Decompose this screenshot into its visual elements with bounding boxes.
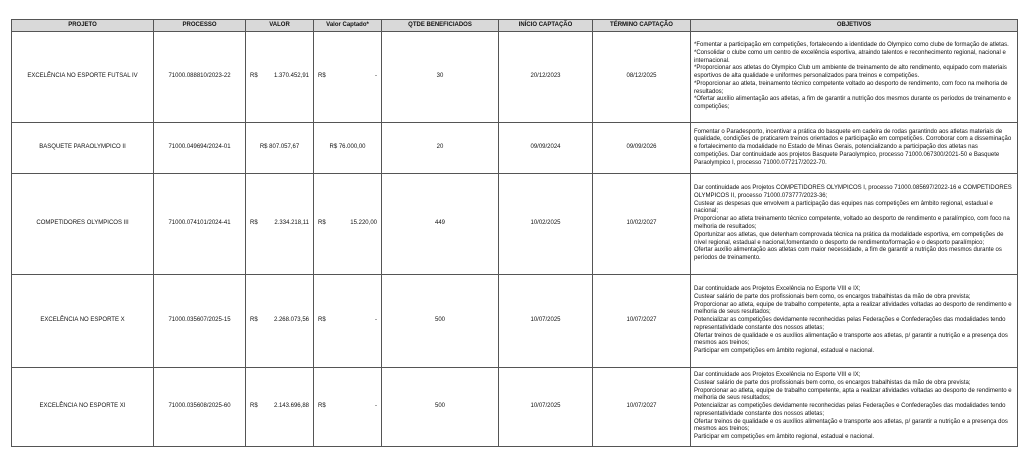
- objetivo-line: *Fomentar a participação em competições, fortalecendo a identidade do Olympico como clube de formação de atletas.: [694, 41, 1009, 48]
- captado-currency: R$: [318, 220, 326, 227]
- cell-termino: 10/07/2027: [593, 275, 691, 368]
- cell-termino: 10/07/2027: [593, 368, 691, 447]
- objetivo-line: *Proporcionar ao atleta, treinamento técnico competente voltado ao desporto de rendimento, com foco na melhoria de resultados;: [694, 80, 1008, 95]
- objetivo-line: *Ofertar auxílio alimentação aos atletas, a fim de garantir a nutrição dos mesmos durante os períodos de treinamento e competições;: [694, 96, 1011, 111]
- cell-objetivos: [691, 123, 1018, 174]
- table-row: [12, 32, 1018, 123]
- projects-table-container: [11, 19, 1017, 447]
- cell-objetivos: [691, 275, 1018, 368]
- cell-processo: 71000.035607/2025-15: [154, 275, 246, 368]
- table-row: [12, 368, 1018, 447]
- projects-table: [11, 19, 1018, 447]
- table-row: [12, 174, 1018, 275]
- table-header-row: [12, 20, 1018, 32]
- cell-projeto: COMPETIDORES OLYMPICOS III: [12, 174, 154, 275]
- cell-projeto: EXCELÊNCIA NO ESPORTE XI: [12, 368, 154, 447]
- captado-currency: R$: [318, 317, 326, 324]
- cell-termino: 09/09/2026: [593, 123, 691, 174]
- objetivo-line: Custear salário de parte dos profissionais bem como, os encargos trabalhistas da mão de obra prevista;: [694, 293, 971, 300]
- cell-valor-captado: [314, 368, 382, 447]
- captado-amount: -: [375, 403, 377, 410]
- cell-qtde: 20: [382, 123, 499, 174]
- cell-projeto: BASQUETE PARAOLYMPICO II: [12, 123, 154, 174]
- valor-amount: R$ 807.057,67: [259, 144, 300, 151]
- cell-valor: [246, 123, 314, 174]
- valor-currency: R$: [250, 73, 258, 80]
- cell-processo: 71000.049694/2024-01: [154, 123, 246, 174]
- cell-inicio: 20/12/2023: [499, 32, 593, 123]
- cell-valor-captado: [314, 123, 382, 174]
- cell-qtde: 500: [382, 368, 499, 447]
- objetivo-line: Potencializar as competições devidamente reconhecidas pelas Federações e Confederações das modalidades tendo representatividade constante dos nossos atletas;: [694, 403, 1006, 417]
- cell-termino: 08/12/2025: [593, 32, 691, 123]
- valor-amount: 2.143.696,88: [273, 403, 309, 410]
- cell-processo: 71000.088810/2023-22: [154, 32, 246, 123]
- valor-currency: R$: [250, 403, 258, 410]
- objetivo-line: Custear as despesas que envolvem a participação das equipes nas competições em âmbito regional, estadual e nacional;: [694, 200, 993, 215]
- objetivo-line: Dar continuidade aos Projetos Excelência no Esporte VIII e IX;: [694, 371, 861, 378]
- header-processo: PROCESSO: [154, 20, 246, 32]
- cell-projeto: EXCELÊNCIA NO ESPORTE FUTSAL IV: [12, 32, 154, 123]
- objetivo-line: Participar em competições em âmbito regional, estadual e nacional.: [694, 348, 875, 355]
- cell-valor: [246, 368, 314, 447]
- cell-termino: 10/02/2027: [593, 174, 691, 275]
- captado-amount: 15.220,00: [350, 220, 377, 227]
- valor-amount: 1.370.452,91: [273, 73, 309, 80]
- cell-qtde: 500: [382, 275, 499, 368]
- cell-processo: 71000.035608/2025-60: [154, 368, 246, 447]
- objetivo-line: Ofertar treinos de qualidade e os auxílios alimentação e transporte aos atletas, p/ garantir a nutrição e a presença dos mesmos aos treinos;: [694, 418, 1008, 433]
- cell-valor: [246, 32, 314, 123]
- cell-valor-captado: [314, 32, 382, 123]
- objetivo-line: *Consolidar o clube como um centro de excelência esportiva, atraindo talentos e reconhecimento regional, nacional e internacional.: [694, 49, 1006, 64]
- cell-valor-captado: [314, 275, 382, 368]
- captado-currency: R$: [318, 403, 326, 410]
- valor-currency: R$: [250, 317, 258, 324]
- objetivo-line: Ofertar treinos de qualidade e os auxílios alimentação e transporte aos atletas, p/ garantir a nutrição e a presença dos mesmos aos treinos;: [694, 332, 1008, 347]
- header-valor-captado: Valor Captado*: [314, 20, 382, 32]
- cell-qtde: 30: [382, 32, 499, 123]
- objetivo-line: Potencializar as competições devidamente reconhecidas pelas Federações e Confederações das modalidades tendo representatividade constante dos nossos atletas;: [694, 317, 1006, 331]
- cell-inicio: 10/07/2025: [499, 368, 593, 447]
- cell-inicio: 10/02/2025: [499, 174, 593, 275]
- cell-projeto: EXCELÊNCIA NO ESPORTE X: [12, 275, 154, 368]
- cell-objetivos: [691, 174, 1018, 275]
- header-projeto: PROJETO: [12, 20, 154, 32]
- header-termino-captacao: TÉRMINO CAPTAÇÃO: [593, 20, 691, 32]
- valor-currency: R$: [250, 220, 258, 227]
- header-inicio-captacao: INÍCIO CAPTAÇÃO: [499, 20, 593, 32]
- objetivo-line: Fomentar o Paradesporto, incentivar a prática do basquete em cadeira de rodas garantindo aos atletas materiais de qualidade, condições de praticarem treinos orientados e participação em competições. Corroborar com a disseminação e fortalecimento da modalidade no Estado de Minas Gerais, potencializando a participação dos atletas nas competições. Dar continuidade aos projetos Basquete Paraolympico, processo 71000.067300/2021-50 e Basquete Paraolympico I, processo 71000.077217/2022-70.: [694, 128, 1012, 166]
- objetivo-line: Proporcionar ao atleta, equipe de trabalho competente, apta a realizar atividades voltadas ao desporto de rendimento e melhoria de seus resultados;: [694, 387, 1012, 402]
- objetivo-line: Custear salário de parte dos profissionais bem como, os encargos trabalhistas da mão de obra prevista;: [694, 379, 971, 386]
- objetivo-line: *Proporcionar aos atletas do Olympico Club um ambiente de treinamento de alto rendimento, equipado com materiais esportivos de alta qualidade e uniformes personalizados para treinos e competições.: [694, 65, 1007, 80]
- cell-processo: 71000.074101/2024-41: [154, 174, 246, 275]
- objetivo-line: Dar continuidade aos Projetos Excelência no Esporte VIII e IX;: [694, 285, 861, 292]
- objetivo-line: Dar continuidade aos Projetos COMPETIDORES OLYMPICOS I, processo 71000.085697/2022-16 e COMPETIDORES OLYMPICOS II, processo 71000.073777/2023-36;: [694, 185, 1012, 199]
- cell-valor: [246, 275, 314, 368]
- captado-currency: R$: [318, 73, 326, 80]
- valor-amount: 2.334.218,11: [274, 220, 309, 227]
- objetivo-line: Oportunizar aos atletas, que detenham comprovada técnica na prática da modalidade esportiva, em competições de nível regional, estadual e nacional,fomentando o desporto de rendimento/formação e o desporto paralímpico;: [694, 231, 1004, 246]
- cell-objetivos: [691, 368, 1018, 447]
- objetivo-line: Proporcionar ao atleta treinamento técnico competente, voltado ao desporto de rendimento e paralímpico, com foco na melhoria de resultados;: [694, 216, 1010, 230]
- captado-amount: R$ 76.000,00: [329, 144, 366, 151]
- table-row: [12, 275, 1018, 368]
- cell-objetivos: [691, 32, 1018, 123]
- objetivo-line: Participar em competições em âmbito regional, estadual e nacional.: [694, 434, 875, 441]
- objetivo-line: Proporcionar ao atleta, equipe de trabalho competente, apta a realizar atividades voltadas ao desporto de rendimento e melhoria de seus resultados;: [694, 301, 1012, 316]
- cell-valor: [246, 174, 314, 275]
- header-valor: VALOR: [246, 20, 314, 32]
- cell-qtde: 449: [382, 174, 499, 275]
- captado-amount: -: [375, 73, 377, 80]
- header-objetivos: OBJETIVOS: [691, 20, 1018, 32]
- objetivo-line: Ofertar auxílio alimentação aos atletas com maior necessidade, a fim de garantir a nutrição dos mesmos durante os períodos de treinamento.: [694, 247, 1002, 262]
- valor-amount: 2.268.073,56: [273, 317, 309, 324]
- captado-amount: -: [375, 317, 377, 324]
- cell-inicio: 10/07/2025: [499, 275, 593, 368]
- header-qtde-beneficiados: QTDE BENEFICIADOS: [382, 20, 499, 32]
- table-row: [12, 123, 1018, 174]
- cell-inicio: 09/09/2024: [499, 123, 593, 174]
- cell-valor-captado: [314, 174, 382, 275]
